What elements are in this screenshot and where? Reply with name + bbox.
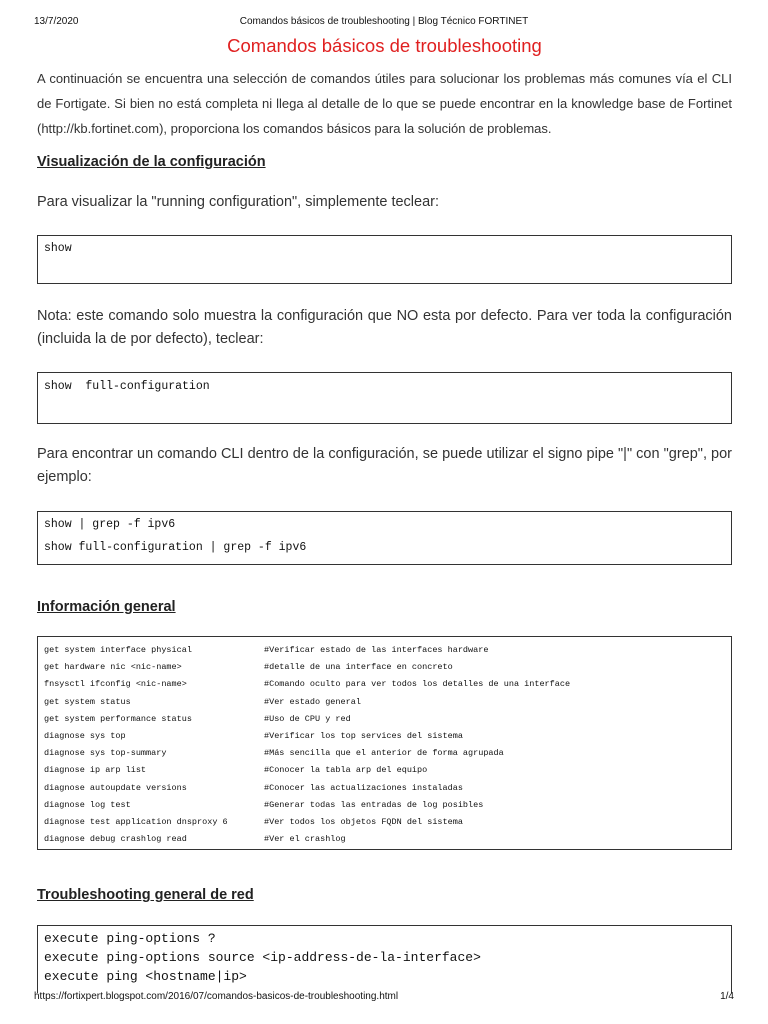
code-box-show <box>37 235 732 284</box>
code-row <box>38 780 731 797</box>
section-heading-network: Troubleshooting general de red <box>37 887 254 903</box>
code-line: show | grep -f ipv6 <box>44 518 176 531</box>
code-row <box>38 659 731 676</box>
code-box-network <box>37 925 732 993</box>
section-heading-general: Información general <box>37 599 176 615</box>
code-command: get system interface physical <box>44 645 192 655</box>
code-row <box>38 797 731 814</box>
code-comment: #Ver estado general <box>264 696 361 707</box>
code-line: show <box>44 242 72 255</box>
code-table-general <box>37 636 732 850</box>
config-paragraph-1: Para visualizar la "running configuration", simplemente teclear: <box>37 194 439 210</box>
code-comment: #Conocer las actualizaciones instaladas <box>264 782 463 793</box>
code-row <box>38 676 731 693</box>
code-line: show full-configuration | grep -f ipv6 <box>44 541 307 554</box>
code-command: diagnose autoupdate versions <box>44 782 187 793</box>
code-comment: #Verificar estado de las interfaces hardware <box>264 645 489 655</box>
code-row <box>38 814 731 831</box>
post-title: Comandos básicos de troubleshooting <box>227 35 542 56</box>
print-header <box>34 16 734 30</box>
code-comment: #Conocer la tabla arp del equipo <box>264 765 428 776</box>
config-paragraph-3: Para encontrar un comando CLI dentro de la configuración, se puede utilizar el signo pipe "|" con "grep", por ejemplo: <box>37 446 732 485</box>
code-row <box>38 762 731 779</box>
code-row <box>38 694 731 711</box>
post-content <box>37 34 732 141</box>
code-comment: #Comando oculto para ver todos los detalles de una interface <box>264 679 571 690</box>
code-row <box>38 711 731 728</box>
code-command: diagnose debug crashlog read <box>44 834 187 845</box>
code-line: execute ping-options source <ip-address-de-la-interface> <box>44 950 481 965</box>
page-number: 1/4 <box>720 991 734 1002</box>
code-command: diagnose sys top <box>44 730 126 741</box>
config-paragraph-2: Nota: este comando solo muestra la configuración que NO esta por defecto. Para ver toda la configuración (incluida la de por defecto), teclear: <box>37 308 732 347</box>
code-command: diagnose log test <box>44 799 131 810</box>
code-line: show full-configuration <box>44 380 210 393</box>
code-command: diagnose ip arp list <box>44 765 147 776</box>
code-comment: #Verificar los top services del sistema <box>264 730 463 741</box>
section-heading-config: Visualización de la configuración <box>37 154 266 170</box>
print-date: 13/7/2020 <box>34 16 79 27</box>
code-row <box>38 642 731 659</box>
intro-paragraph: A continuación se encuentra una selección de comandos útiles para solucionar los problemas más comunes vía el CLI de Fortigate. Si bien no está completa ni llega al detalle de lo que se puede encontrar en la knowledge base de Fortinet (http://kb.fortinet.com), proporciona los comandos básicos para la solución de problemas. <box>37 71 732 136</box>
code-comment: #Generar todas las entradas de log posibles <box>264 799 484 810</box>
code-command: fnsysctl ifconfig <nic-name> <box>44 679 187 690</box>
code-comment: #detalle de una interface en concreto <box>264 662 453 673</box>
code-box-full-configuration <box>37 372 732 424</box>
code-command: get system performance status <box>44 713 192 724</box>
page-url: https://fortixpert.blogspot.com/2016/07/comandos-basicos-de-troubleshooting.html <box>34 991 399 1002</box>
print-page-title: Comandos básicos de troubleshooting | Blog Técnico FORTINET <box>239 16 529 27</box>
code-row <box>38 745 731 762</box>
code-row <box>38 831 731 848</box>
code-comment: #Uso de CPU y red <box>264 713 351 724</box>
code-comment: #Ver el crashlog <box>264 834 346 845</box>
code-box-grep <box>37 511 732 565</box>
code-line: execute ping <hostname|ip> <box>44 969 247 984</box>
code-command: get system status <box>44 696 131 707</box>
code-command: diagnose test application dnsproxy 6 <box>44 816 228 827</box>
code-command: diagnose sys top-summary <box>44 748 167 759</box>
code-row <box>38 728 731 745</box>
code-comment: #Ver todos los objetos FQDN del sistema <box>264 816 463 827</box>
print-footer <box>34 991 734 1005</box>
code-comment: #Más sencilla que el anterior de forma agrupada <box>264 748 504 759</box>
code-command: get hardware nic <nic-name> <box>44 662 182 673</box>
code-line: execute ping-options ? <box>44 931 216 946</box>
